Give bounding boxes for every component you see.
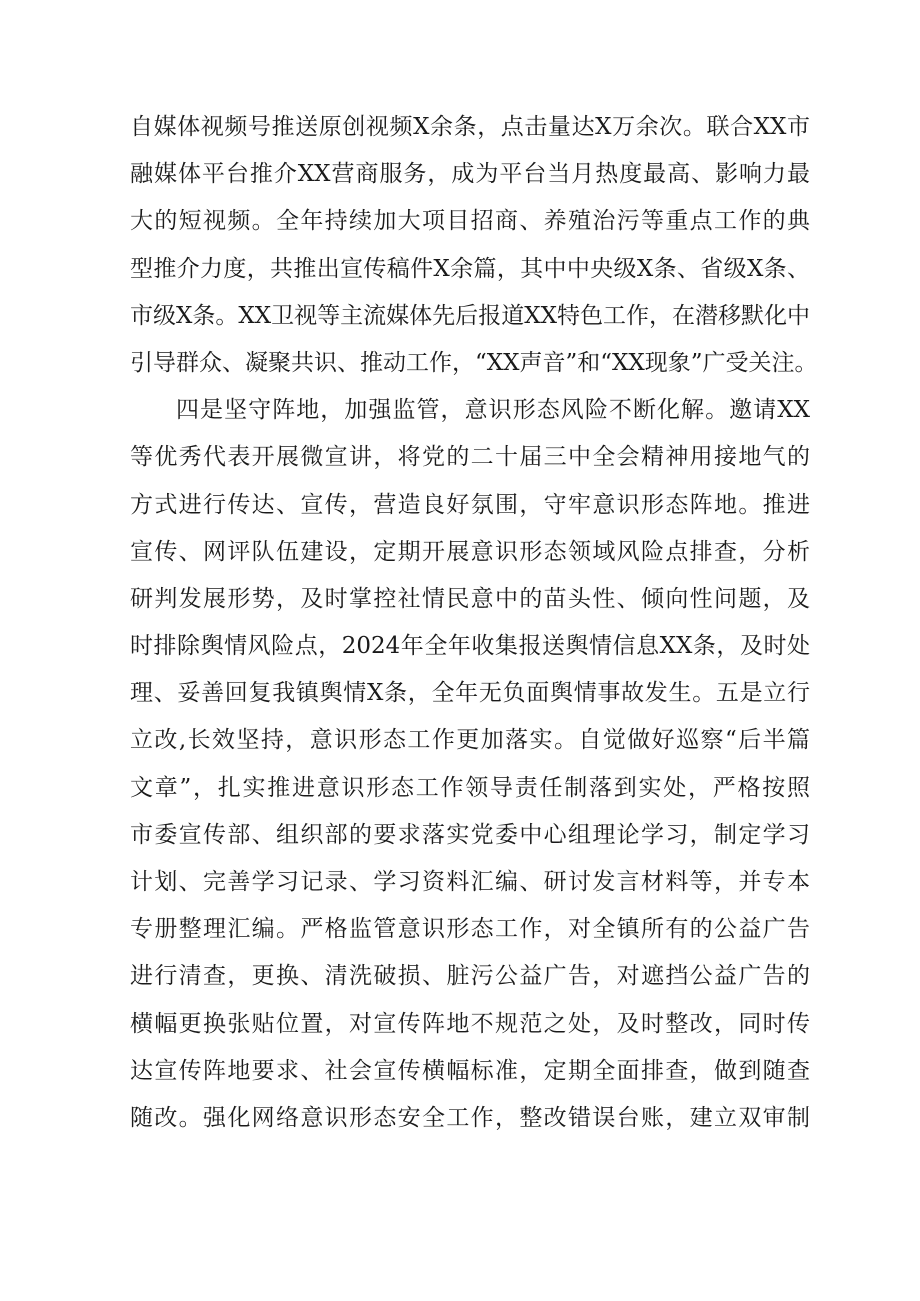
- text-line: 达宣传阵地要求、社会宣传横幅标准，定期全面排查，做到随查: [130, 1057, 810, 1084]
- text-line: 专册整理汇编。严格监管意识形态工作，对全镇所有的公益广告: [130, 916, 810, 943]
- text-line: 随改。强化网络意识形态安全工作，整改错误台账，建立双审制: [130, 1104, 810, 1131]
- text-line: 理、妥善回复我镇舆情X条，全年无负面舆情事故发生。五是立行: [130, 680, 810, 707]
- text-line: 引导群众、凝聚共识、推动工作，“XX声音”和“XX现象”广受关注。: [130, 349, 818, 376]
- text-line: 研判发展形势，及时掌控社情民意中的苗头性、倾向性问题，及: [130, 585, 810, 612]
- text-line: 计划、完善学习记录、学习资料汇编、研讨发言材料等，并专本: [130, 869, 810, 895]
- text-line: 自媒体视频号推送原创视频X余条，点击量达X万余次。联合XX市: [130, 114, 810, 140]
- text-line: 进行清查，更换、清洗破损、脏污公益广告，对遮挡公益广告的: [130, 963, 810, 990]
- text-line: 市委宣传部、组织部的要求落实党委中心组理论学习，制定学习: [130, 821, 810, 848]
- text-line: 宣传、网评队伍建设，定期开展意识形态领域风险点排查，分析: [130, 538, 810, 565]
- text-line: 立改,长效坚持，意识形态工作更加落实。自觉做好巡察“后半篇: [130, 727, 810, 754]
- text-line: 时排除舆情风险点，2024年全年收集报送舆情信息XX条，及时处: [130, 633, 810, 660]
- body-text: [130, 104, 818, 1142]
- text-line: 横幅更换张贴位置，对宣传阵地不规范之处，及时整改，同时传: [130, 1010, 810, 1037]
- text-line-paragraph-start: 四是坚守阵地，加强监管，意识形态风险不断化解。邀请XX: [176, 397, 810, 424]
- text-line: 市级X条。XX卫视等主流媒体先后报道XX特色工作，在潜移默化中: [130, 302, 810, 329]
- text-line: 方式进行传达、宣传，营造良好氛围，守牢意识形态阵地。推进: [130, 491, 810, 518]
- text-line: 型推介力度，共推出宣传稿件X余篇，其中中央级X条、省级X条、: [130, 255, 810, 282]
- text-line: 大的短视频。全年持续加大项目招商、养殖治污等重点工作的典: [130, 208, 810, 235]
- text-line: 融媒体平台推介XX营商服务，成为平台当月热度最高、影响力最: [130, 161, 810, 188]
- text-line: 等优秀代表开展微宣讲，将党的二十届三中全会精神用接地气的: [130, 444, 810, 471]
- text-line: 文章”，扎实推进意识形态工作领导责任制落到实处，严格按照: [130, 774, 810, 801]
